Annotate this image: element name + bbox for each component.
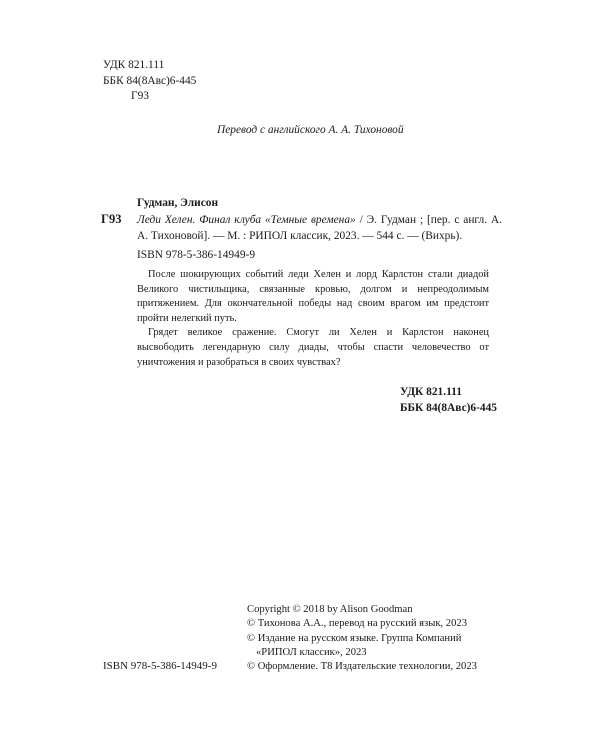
catalog-isbn: ISBN 978-5-386-14949-9 [137,249,256,261]
copyright-line: © Издание на русском языке. Группа Компаний [247,632,462,644]
translator-note: Перевод с английского А. А. Тихоновой [217,124,404,136]
udk-code-right: УДК 821.111 [400,386,462,398]
copyright-line: «РИПОЛ классик», 2023 [256,646,367,658]
catalog-imprint: / Э. Гудман ; [пер. с англ. А. А. Тихоновой]. — М. : РИПОЛ классик, 2023. — 544 с. — (Вихрь). [137,214,502,242]
catalog-cutter-code: Г93 [101,212,122,226]
author-cutter-code: Г93 [131,90,149,102]
catalog-bibliographic-entry [137,212,502,244]
copyright-line: © Оформление. Т8 Издательские технологии, 2023 [247,661,477,673]
right-classification-codes [400,384,497,416]
top-classification-codes [103,58,196,105]
annotation-paragraph-2: Грядет великое сражение. Смогут ли Хелен и Карлстон наконец высвободить легендарную силу диады, чтобы спасти человечество от уничтожения и разобраться в своих чувствах? [137,327,489,368]
copyright-line: © Тихонова А.А., перевод на русский язык, 2023 [247,618,467,630]
isbn-bottom: ISBN 978-5-386-14949-9 [103,660,217,672]
copyright-block [247,603,477,674]
annotation [137,268,489,370]
catalog-title: Леди Хелен. Финал клуба «Темные времена» [137,214,356,226]
bbk-code-right: ББК 84(8Авс)6-445 [400,402,497,414]
udk-code: УДК 821.111 [103,59,165,71]
copyright-line: Copyright © 2018 by Alison Goodman [247,604,413,615]
annotation-paragraph-1: После шокирующих событий леди Хелен и лорд Карлстон стали диадой Великого чистильщика, связанные кровью, долгом и непреодолимым притяжением. Для окончательной победы над своим врагом им предстоит пройти нелегкий путь. [137,269,489,324]
catalog-author: Гудман, Элисон [137,197,219,209]
bbk-code: ББК 84(8Авс)6-445 [103,74,197,87]
